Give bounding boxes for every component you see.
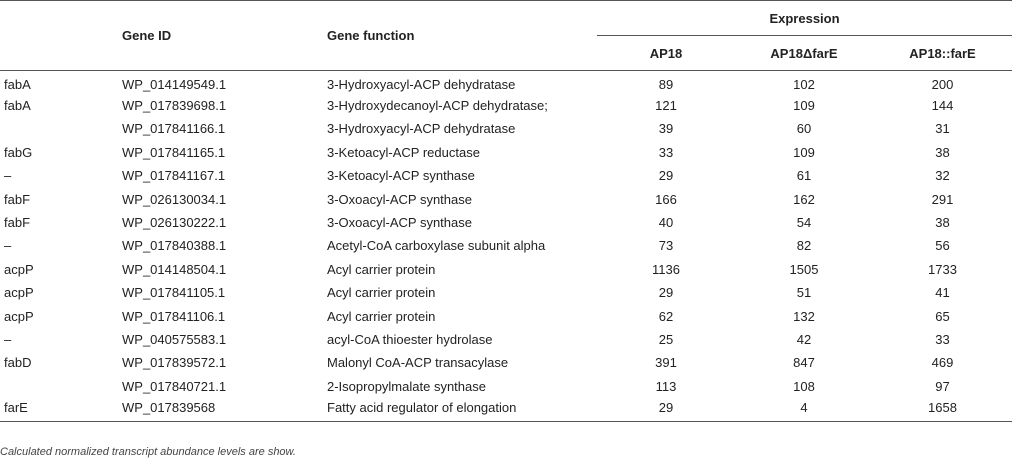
gene-name-cell (0, 117, 122, 140)
ap18-value-cell: 62 (658, 308, 674, 324)
gene-name-cell: – (4, 331, 12, 347)
table-row (0, 304, 1012, 327)
gene-function-cell: Malonyl CoA-ACP transacylase (327, 355, 509, 371)
ap18-value-cell: 33 (658, 144, 674, 160)
ap18-fare-complement-value-cell: 97 (935, 378, 950, 394)
ap18-delta-fare-value-cell: 82 (796, 238, 812, 254)
gene-id-cell: WP_017841106.1 (122, 308, 226, 324)
header-expression: Expression (597, 1, 1012, 36)
gene-name-cell: farE (4, 399, 28, 415)
table-body (0, 71, 1012, 422)
gene-name-cell: acpP (4, 285, 34, 301)
ap18-delta-fare-value-cell: 42 (796, 331, 812, 347)
ap18-delta-fare-value-cell: 54 (796, 215, 812, 231)
ap18-delta-fare-value-cell: 132 (793, 308, 815, 324)
ap18-delta-fare-value-cell: 847 (793, 355, 815, 371)
gene-name-cell: acpP (4, 308, 34, 324)
table-row (0, 398, 1012, 421)
header-ap18-fare-complement: AP18::farE (909, 45, 976, 61)
gene-id-cell: WP_017839572.1 (122, 355, 227, 371)
ap18-fare-complement-value-cell: 38 (935, 215, 950, 231)
gene-id-cell: WP_014149549.1 (122, 77, 227, 93)
table-row (0, 71, 1012, 94)
table-row (0, 258, 1012, 281)
gene-function-cell: Acyl carrier protein (327, 308, 436, 324)
ap18-fare-complement-value-cell: 32 (935, 168, 950, 184)
ap18-fare-complement-value-cell: 1733 (928, 261, 957, 277)
ap18-value-cell: 39 (658, 121, 674, 137)
gene-id-cell: WP_014148504.1 (122, 261, 227, 277)
gene-function-cell: Acyl carrier protein (327, 285, 436, 301)
gene-function-cell: 3-Oxoacyl-ACP synthase (327, 215, 472, 231)
table-footnote: Calculated normalized transcript abundance levels are show. (0, 446, 296, 458)
gene-function-cell: 3-Hydroxyacyl-ACP dehydratase (327, 121, 516, 137)
ap18-fare-complement-value-cell: 1658 (928, 399, 957, 415)
table-row (0, 234, 1012, 257)
gene-id-cell: WP_017839568 (122, 399, 216, 415)
header-row-1 (0, 1, 1012, 36)
gene-id-cell: WP_026130034.1 (122, 191, 227, 207)
ap18-value-cell: 1136 (652, 261, 680, 277)
ap18-fare-complement-value-cell: 200 (931, 77, 954, 93)
table-row (0, 164, 1012, 187)
header-gene (0, 1, 122, 71)
ap18-delta-fare-value-cell: 60 (796, 121, 812, 137)
gene-function-cell: 3-Ketoacyl-ACP reductase (327, 144, 480, 160)
gene-function-cell: 3-Oxoacyl-ACP synthase (327, 191, 472, 207)
gene-id-cell: WP_017840721.1 (122, 378, 227, 394)
ap18-delta-fare-value-cell: 102 (793, 77, 815, 93)
gene-name-cell: fabF (4, 215, 31, 231)
table-row (0, 211, 1012, 234)
ap18-delta-fare-value-cell: 51 (796, 285, 812, 301)
gene-name-cell: acpP (4, 261, 34, 277)
gene-function-cell: Fatty acid regulator of elongation (327, 399, 517, 415)
ap18-value-cell: 25 (658, 331, 674, 347)
ap18-fare-complement-value-cell: 144 (931, 98, 954, 114)
ap18-value-cell: 121 (655, 98, 677, 114)
gene-function-cell: 3-Hydroxydecanoyl-ACP dehydratase; (327, 98, 548, 114)
gene-id-cell: WP_017841105.1 (122, 285, 226, 301)
table-row (0, 328, 1012, 351)
gene-name-cell: – (4, 238, 12, 254)
ap18-fare-complement-value-cell: 31 (935, 121, 950, 137)
gene-id-cell: WP_017840388.1 (122, 238, 227, 254)
ap18-fare-complement-value-cell: 41 (935, 285, 950, 301)
gene-id-cell: WP_017841165.1 (122, 144, 226, 160)
gene-function-cell: Acetyl-CoA carboxylase subunit alpha (327, 238, 546, 254)
table-header (0, 1, 1012, 71)
gene-function-cell: Acyl carrier protein (327, 261, 436, 277)
ap18-value-cell: 391 (655, 355, 677, 371)
ap18-value-cell: 29 (658, 285, 674, 301)
header-ap18: AP18 (649, 45, 683, 61)
gene-name-cell: – (4, 168, 12, 184)
gene-name-cell: fabA (4, 98, 31, 114)
gene-name-cell: fabG (4, 144, 33, 160)
ap18-value-cell: 29 (658, 399, 674, 415)
ap18-delta-fare-value-cell: 162 (793, 191, 815, 207)
ap18-delta-fare-value-cell: 109 (793, 144, 815, 160)
gene-id-cell: WP_026130222.1 (122, 215, 227, 231)
header-ap18-delta-fare: AP18ΔfarE (770, 45, 838, 61)
header-gene-id: Gene ID (122, 28, 172, 43)
ap18-delta-fare-value-cell: 4 (800, 399, 808, 415)
gene-name-cell: fabD (4, 355, 32, 371)
table-row (0, 375, 1012, 398)
table-row (0, 141, 1012, 164)
table-row (0, 94, 1012, 117)
header-gene-function: Gene function (327, 28, 415, 43)
table-row (0, 351, 1012, 374)
ap18-delta-fare-value-cell: 108 (793, 378, 815, 394)
ap18-value-cell: 73 (658, 238, 674, 254)
ap18-fare-complement-value-cell: 469 (931, 355, 954, 371)
table-row (0, 117, 1012, 140)
ap18-delta-fare-value-cell: 1505 (789, 261, 819, 277)
gene-function-cell: acyl-CoA thioester hydrolase (327, 331, 493, 347)
gene-function-cell: 3-Hydroxyacyl-ACP dehydratase (327, 77, 516, 93)
gene-id-cell: WP_017839698.1 (122, 98, 227, 114)
ap18-fare-complement-value-cell: 56 (935, 238, 950, 254)
ap18-value-cell: 89 (658, 77, 674, 93)
gene-name-cell (0, 375, 122, 398)
ap18-value-cell: 113 (655, 378, 677, 394)
ap18-delta-fare-value-cell: 61 (796, 168, 812, 184)
ap18-delta-fare-value-cell: 109 (793, 98, 815, 114)
gene-id-cell: WP_040575583.1 (122, 331, 227, 347)
gene-id-cell: WP_017841167.1 (122, 168, 226, 184)
gene-name-cell: fabA (4, 77, 31, 93)
gene-id-cell: WP_017841166.1 (122, 121, 226, 137)
ap18-fare-complement-value-cell: 33 (935, 331, 950, 347)
ap18-value-cell: 166 (655, 191, 677, 207)
ap18-value-cell: 40 (658, 215, 674, 231)
table-row (0, 187, 1012, 210)
ap18-fare-complement-value-cell: 65 (935, 308, 950, 324)
ap18-fare-complement-value-cell: 291 (931, 191, 954, 207)
gene-function-cell: 3-Ketoacyl-ACP synthase (327, 168, 475, 184)
table-row (0, 281, 1012, 304)
ap18-value-cell: 29 (658, 168, 674, 184)
ap18-fare-complement-value-cell: 38 (935, 144, 950, 160)
gene-function-cell: 2-Isopropylmalate synthase (327, 378, 486, 394)
gene-name-cell: fabF (4, 191, 31, 207)
